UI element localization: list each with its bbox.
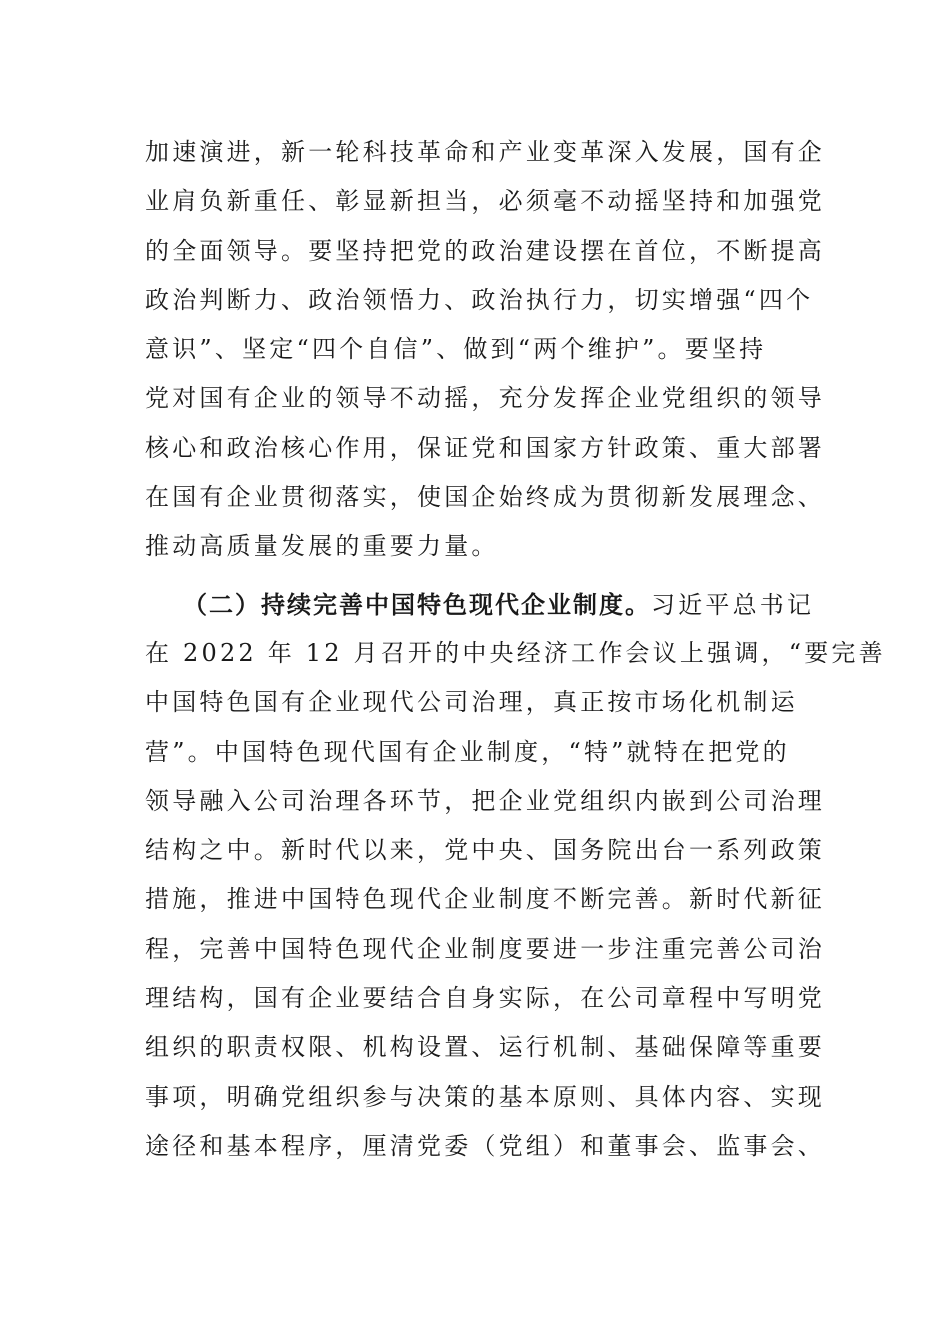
text-line: 加速演进，新一轮科技革命和产业变革深入发展，国有企 [145,138,825,166]
text-line: 理结构，国有企业要结合自身实际，在公司章程中写明党 [145,984,825,1013]
text-line: 的全面领导。要坚持把党的政治建设摆在首位，不断提高 [145,236,825,265]
text-line: 业肩负新重任、彰显新担当，必须毫不动摇坚持和加强党 [145,187,825,216]
text-line: 推动高质量发展的重要力量。 [145,532,499,561]
document-body [145,128,886,1171]
text-line: 事项，明确党组织参与决策的基本原则、具体内容、实现 [145,1082,825,1111]
text-line: 措施，推进中国特色现代企业制度不断完善。新时代新征 [145,885,825,914]
heading-line-continuation: 习近平总书记 [651,590,815,619]
text-line: 程，完善中国特色现代企业制度要进一步注重完善公司治 [145,934,825,963]
text-line: 党对国有企业的领导不动摇，充分发挥企业党组织的领导 [145,384,825,413]
paragraph-first-line [145,580,825,629]
text-line: 中国特色国有企业现代公司治理，真正按市场化机制运 [145,688,798,717]
paragraph-spacing [145,572,825,580]
text-line: 在国有企业贯彻落实，使国企始终成为贯彻新发展理念、 [145,483,825,512]
text-line: 核心和政治核心作用，保证党和国家方针政策、重大部署 [145,433,825,462]
text-line: 在 2022 年 12 月召开的中央经济工作会议上强调，“要完善 [145,638,886,667]
text-line: 结构之中。新时代以来，党中央、国务院出台一系列政策 [145,836,825,865]
text-line: 意识”、坚定“四个自信”、做到“两个维护”。要坚持 [145,335,767,364]
paragraph-party-leadership [145,128,825,572]
text-line: 政治判断力、政治领悟力、政治执行力，切实增强“四个 [145,285,814,314]
text-line: 领导融入公司治理各环节，把企业党组织内嵌到公司治理 [145,786,825,815]
text-line: 途径和基本程序，厘清党委（党组）和董事会、监事会、 [145,1131,825,1160]
text-line: 组织的职责权限、机构设置、运行机制、基础保障等重要 [145,1033,825,1062]
paragraph-modern-enterprise-system [145,580,886,1172]
text-line: 营”。中国特色现代国有企业制度，“特”就特在把党的 [145,737,790,766]
section-heading: （二）持续完善中国特色现代企业制度。 [183,589,651,619]
